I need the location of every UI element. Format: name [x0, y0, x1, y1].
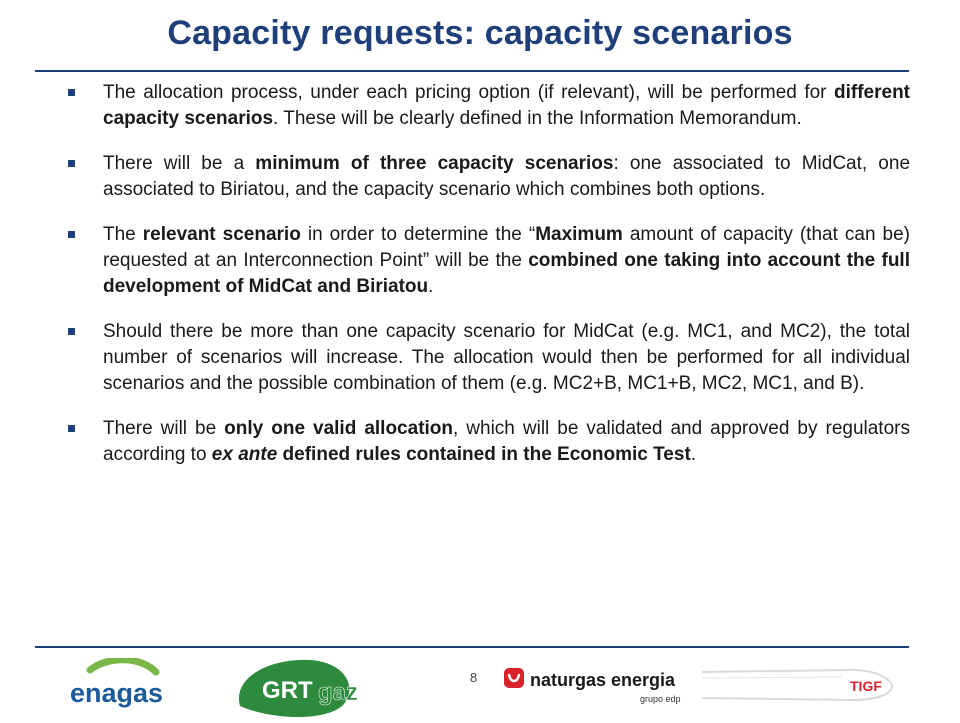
bullet-square-icon	[68, 89, 75, 96]
enagas-logo	[68, 658, 178, 714]
bullet-item	[66, 319, 910, 397]
bullet-text-segment: Maximum	[535, 224, 623, 245]
bullet-item	[66, 222, 910, 300]
bullet-text-segment: minimum of three capacity scenarios	[255, 153, 614, 174]
bullet-square-icon	[68, 231, 75, 238]
bullet-text-segment: There will be a	[103, 153, 256, 174]
bullet-text-segment: , which will be validated and approved by regulators according to	[103, 418, 910, 465]
bullet-list	[66, 80, 910, 487]
bullet-text-segment: in order to determine the “	[300, 224, 536, 245]
bullet-item	[66, 80, 910, 132]
tigf-logo	[702, 660, 916, 710]
bullet-square-icon	[68, 328, 75, 335]
title-divider	[35, 70, 909, 72]
bullet-text-segment: relevant scenario	[142, 224, 301, 245]
bullet-item	[66, 416, 910, 468]
grtgaz-grt-text: GRT	[262, 677, 313, 704]
bullet-text-segment: Should there be more than one capacity scenario for MidCat (e.g. MC1, and MC2), the total number of scenarios will increase. The allocation would then be performed for all individual scenarios and the possible combination of them (e.g. MC2+B, MC1+B, MC2, MC1, and B).	[103, 321, 910, 394]
page-number: 8	[470, 670, 478, 685]
bullet-item	[66, 151, 910, 203]
bullet-square-icon	[68, 425, 75, 432]
bullet-text-segment: ex ante	[211, 444, 278, 465]
bullet-text-segment: The	[103, 224, 143, 245]
bullet-square-icon	[68, 160, 75, 167]
bullet-text-segment: amount of capacity (that can be) requested at an Interconnection Point” will be the	[103, 224, 910, 271]
bullet-text-segment: The allocation process, under each pricing option (if relevant), will be performed for	[103, 82, 834, 103]
bullet-text-segment: : one associated to MidCat, one associated to Biriatou, and the capacity scenario which combines both options.	[103, 153, 911, 200]
bullet-text-segment: different capacity scenarios	[103, 82, 910, 129]
tigf-wordmark: TIGF	[850, 678, 882, 694]
enagas-wordmark: enagas	[70, 678, 164, 708]
bullet-text-segment: combined one taking into account the full development of MidCat and Biriatou	[103, 250, 910, 297]
bullet-text-segment: .	[428, 276, 434, 297]
footer-divider	[35, 646, 909, 648]
bullet-text-segment: .	[690, 444, 697, 465]
grtgaz-logo	[232, 656, 372, 718]
bullet-text-segment: only one valid allocation	[224, 418, 454, 439]
naturgas-subtitle: grupo edp	[640, 694, 681, 704]
naturgas-wordmark: naturgas energia	[530, 670, 676, 690]
bullet-text-segment: defined rules contained in the Economic Test	[277, 444, 691, 465]
bullet-text-segment: . These will be clearly defined in the Information Memorandum.	[273, 108, 802, 129]
page-title: Capacity requests: capacity scenarios	[167, 14, 793, 52]
bullet-text-segment: There will be	[103, 418, 225, 439]
grtgaz-gaz-text: gaz	[318, 679, 359, 706]
naturgas-logo	[502, 666, 702, 710]
